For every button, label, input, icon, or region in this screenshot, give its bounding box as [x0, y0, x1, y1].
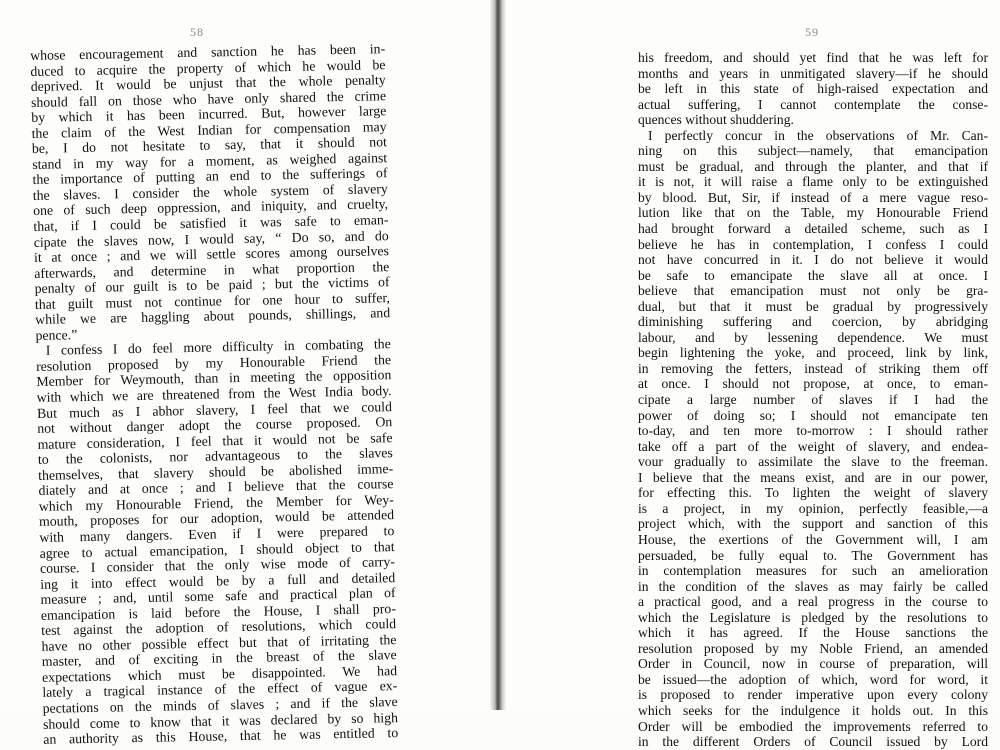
text-line: take off a part of the weight of slavery, and endea- — [638, 438, 988, 454]
text-line: be safe to emancipate the slave all at once. I — [638, 267, 988, 283]
text-line: which seeks for the indulgence it holds out. In this — [638, 702, 988, 718]
text-line: penalty of our guilt is to be paid ; but the victims of — [34, 274, 390, 297]
text-line: cipate the slaves now, I would say, “ Do so, and do — [33, 227, 389, 250]
text-line: vour gradually to assimilate the slave to the freeman. — [638, 454, 988, 470]
text-line: power of doing so; I should not emancipate ten — [638, 407, 988, 423]
text-line: ning on this subject—namely, that emancipation — [638, 143, 988, 159]
text-line: which my Honourable Friend, the Member for Wey- — [38, 491, 394, 514]
text-line: Order in Council, now in course of preparation, will — [638, 656, 988, 672]
text-line: deprived. It would be unjust that the whole penalty — [30, 72, 386, 95]
text-line: believe he has in contemplation, I confess I could — [638, 236, 988, 252]
text-line: which it has agreed. If the House sanctions the — [638, 625, 988, 641]
text-line: had brought forward a detailed scheme, such as I — [638, 221, 988, 237]
text-line: in contemplation measures for such an amelioration — [638, 563, 988, 579]
text-line: an authority as this House, that he was entitled to — [43, 725, 399, 747]
text-line: I believe that the means exist, and are in our power, — [638, 469, 988, 485]
text-line: emancipation is laid before the House, I shall pro- — [40, 600, 396, 623]
text-line: duced to acquire the property of which he would be — [30, 56, 386, 79]
text-line: to-day, and ten more to-morrow : I should rather — [638, 423, 988, 439]
text-line: pence.” — [35, 326, 78, 343]
text-line: a practical good, and a real progress in the course to — [638, 594, 988, 610]
text-line: have no other possible effect but that of irritating the — [41, 631, 397, 654]
text-line: stand in my way for a moment, as weighed against — [32, 149, 388, 172]
page-number: 59 — [805, 25, 819, 39]
text-line: lately a tragical instance of the effect of vague ex- — [42, 678, 398, 701]
text-line: Order will be embodied the improvements referred to — [638, 718, 988, 734]
text-line: dual, but that it must be gradual by progressively — [638, 298, 988, 314]
text-line: which the Legislature is pledged by the resolutions to — [638, 609, 988, 625]
text-line: course. I consider that the only wise mode of carry- — [39, 554, 396, 576]
text-line: project which, with the support and sanction of this — [638, 516, 988, 532]
text-line: that guilt must not continue for one hour to suffer, — [34, 289, 390, 312]
text-line: by which it has been incurred. But, however large — [31, 103, 387, 126]
text-line: measure ; and, until some safe and practical plan of — [40, 585, 396, 608]
text-line: should fall on those who have only shared the crime — [30, 87, 387, 110]
text-line: not without danger adopt the course proposed. On — [37, 414, 393, 437]
page-text — [30, 41, 398, 747]
text-line: master, and of exciting in the breast of the slave — [41, 647, 397, 670]
text-line: labour, and by lessening dependence. We must — [638, 329, 988, 345]
text-line: actual suffering, I cannot contemplate the conse- — [638, 96, 988, 112]
text-line: ing it into effect would be by a full and detailed — [40, 569, 396, 592]
text-line: at once. I should not propose, at once, to eman- — [638, 376, 988, 392]
page-number: 58 — [190, 25, 204, 39]
text-line: should come to know that it was declared by so high — [42, 709, 399, 732]
text-line: quences without shuddering. — [638, 112, 794, 128]
left-page — [0, 0, 497, 747]
text-line: I confess I do feel more difficulty in combating the — [45, 336, 391, 359]
text-line: with many dangers. Even if I were prepared to — [39, 523, 395, 545]
text-line: his freedom, and should yet find that he was left for — [638, 50, 988, 65]
text-line: while we are haggling about pounds, shillings, and — [35, 305, 391, 328]
text-line: agree to actual emancipation, I should object to that — [39, 538, 395, 561]
text-line: it is not, it will raise a flame only to be extinguished — [638, 174, 988, 190]
text-line: expectations which must be disappointed. We had — [41, 662, 398, 685]
text-line: in removing the fetters, instead of striking them off — [638, 360, 988, 376]
text-line: that, if I could be satisfied it was safe to eman- — [33, 212, 389, 234]
right-page — [503, 0, 1000, 750]
text-line: diminishing suffering and coercion, by abridging — [638, 314, 988, 330]
text-line: pectations on the minds of slaves ; and if the slave — [42, 694, 398, 716]
text-line: be, I do not hesitate to say, that it should not — [31, 134, 388, 157]
text-line: months and years in unmitigated slavery—if he should — [638, 65, 988, 81]
text-line: one of such deep oppression, and iniquity, and cruelty, — [32, 196, 389, 219]
text-line: believe that emancipation must not only be gra- — [638, 283, 988, 299]
text-line: resolution proposed by my Noble Friend, an amended — [638, 640, 988, 656]
text-line: test against the adoption of resolutions, which could — [41, 616, 397, 639]
text-line: is proposed to render imperative upon every colony — [638, 687, 988, 703]
text-line: mouth, proposes for our adoption, would be attended — [38, 507, 395, 530]
text-line: to the colonists, nor advantageous to the slaves — [37, 445, 393, 468]
text-line: be left in this state of high-raised expectation and — [638, 81, 988, 97]
text-line: in the condition of the slaves as may fairly be called — [638, 578, 988, 594]
text-line: cipate a large number of slaves if I had the — [638, 392, 988, 408]
text-line: the claim of the West Indian for compensation may — [31, 118, 387, 141]
text-line: the slaves. I consider the whole system of slavery — [32, 181, 388, 203]
text-line: not have concurred in it. I do not believe it would — [638, 252, 988, 268]
text-line: Member for Weymouth, than in meeting the opposition — [36, 367, 392, 390]
text-line: in the different Orders of Council issued by Lord — [638, 734, 988, 750]
text-line: resolution proposed by my Honourable Friend the — [35, 352, 392, 374]
text-line: by blood. But, Sir, if instead of a mere vague reso- — [638, 189, 988, 205]
text-line: with which we are threatened from the West India body. — [36, 383, 392, 405]
text-line: But much as I abhor slavery, I feel that we could — [36, 398, 393, 421]
text-line: whose encouragement and sanction he has been in- — [30, 41, 386, 63]
text-line: themselves, that slavery should be abolished imme- — [38, 460, 394, 483]
text-line: begin lightening the yoke, and proceed, link by link, — [638, 345, 988, 361]
text-line: must be gradual, and through the planter, and that if — [638, 158, 988, 174]
text-line: persuaded, be fully equal to. The Government has — [638, 547, 988, 563]
text-line: lution like that on the Table, my Honourable Friend — [638, 205, 988, 221]
text-line: I perfectly concur in the observations of Mr. Can- — [648, 127, 988, 143]
text-line: House, the exertions of the Government will, I am — [638, 531, 988, 547]
text-line: it at once ; and we will settle scores among ourselves — [33, 243, 390, 266]
text-line: for effecting this. To lighten the weight of slavery — [638, 485, 988, 501]
text-line: afterwards, and determine in what proportion the — [34, 258, 390, 281]
text-line: be issued—the adoption of which, word for word, it — [638, 671, 988, 687]
text-line: is a project, in my opinion, perfectly feasible,—a — [638, 500, 988, 516]
text-line: mature consideration, I feel that it would not be safe — [37, 429, 393, 452]
page-text — [638, 50, 988, 750]
text-line: the importance of putting an end to the sufferings of — [32, 165, 388, 188]
text-line: diately and at once ; and I believe that the course — [38, 476, 394, 499]
